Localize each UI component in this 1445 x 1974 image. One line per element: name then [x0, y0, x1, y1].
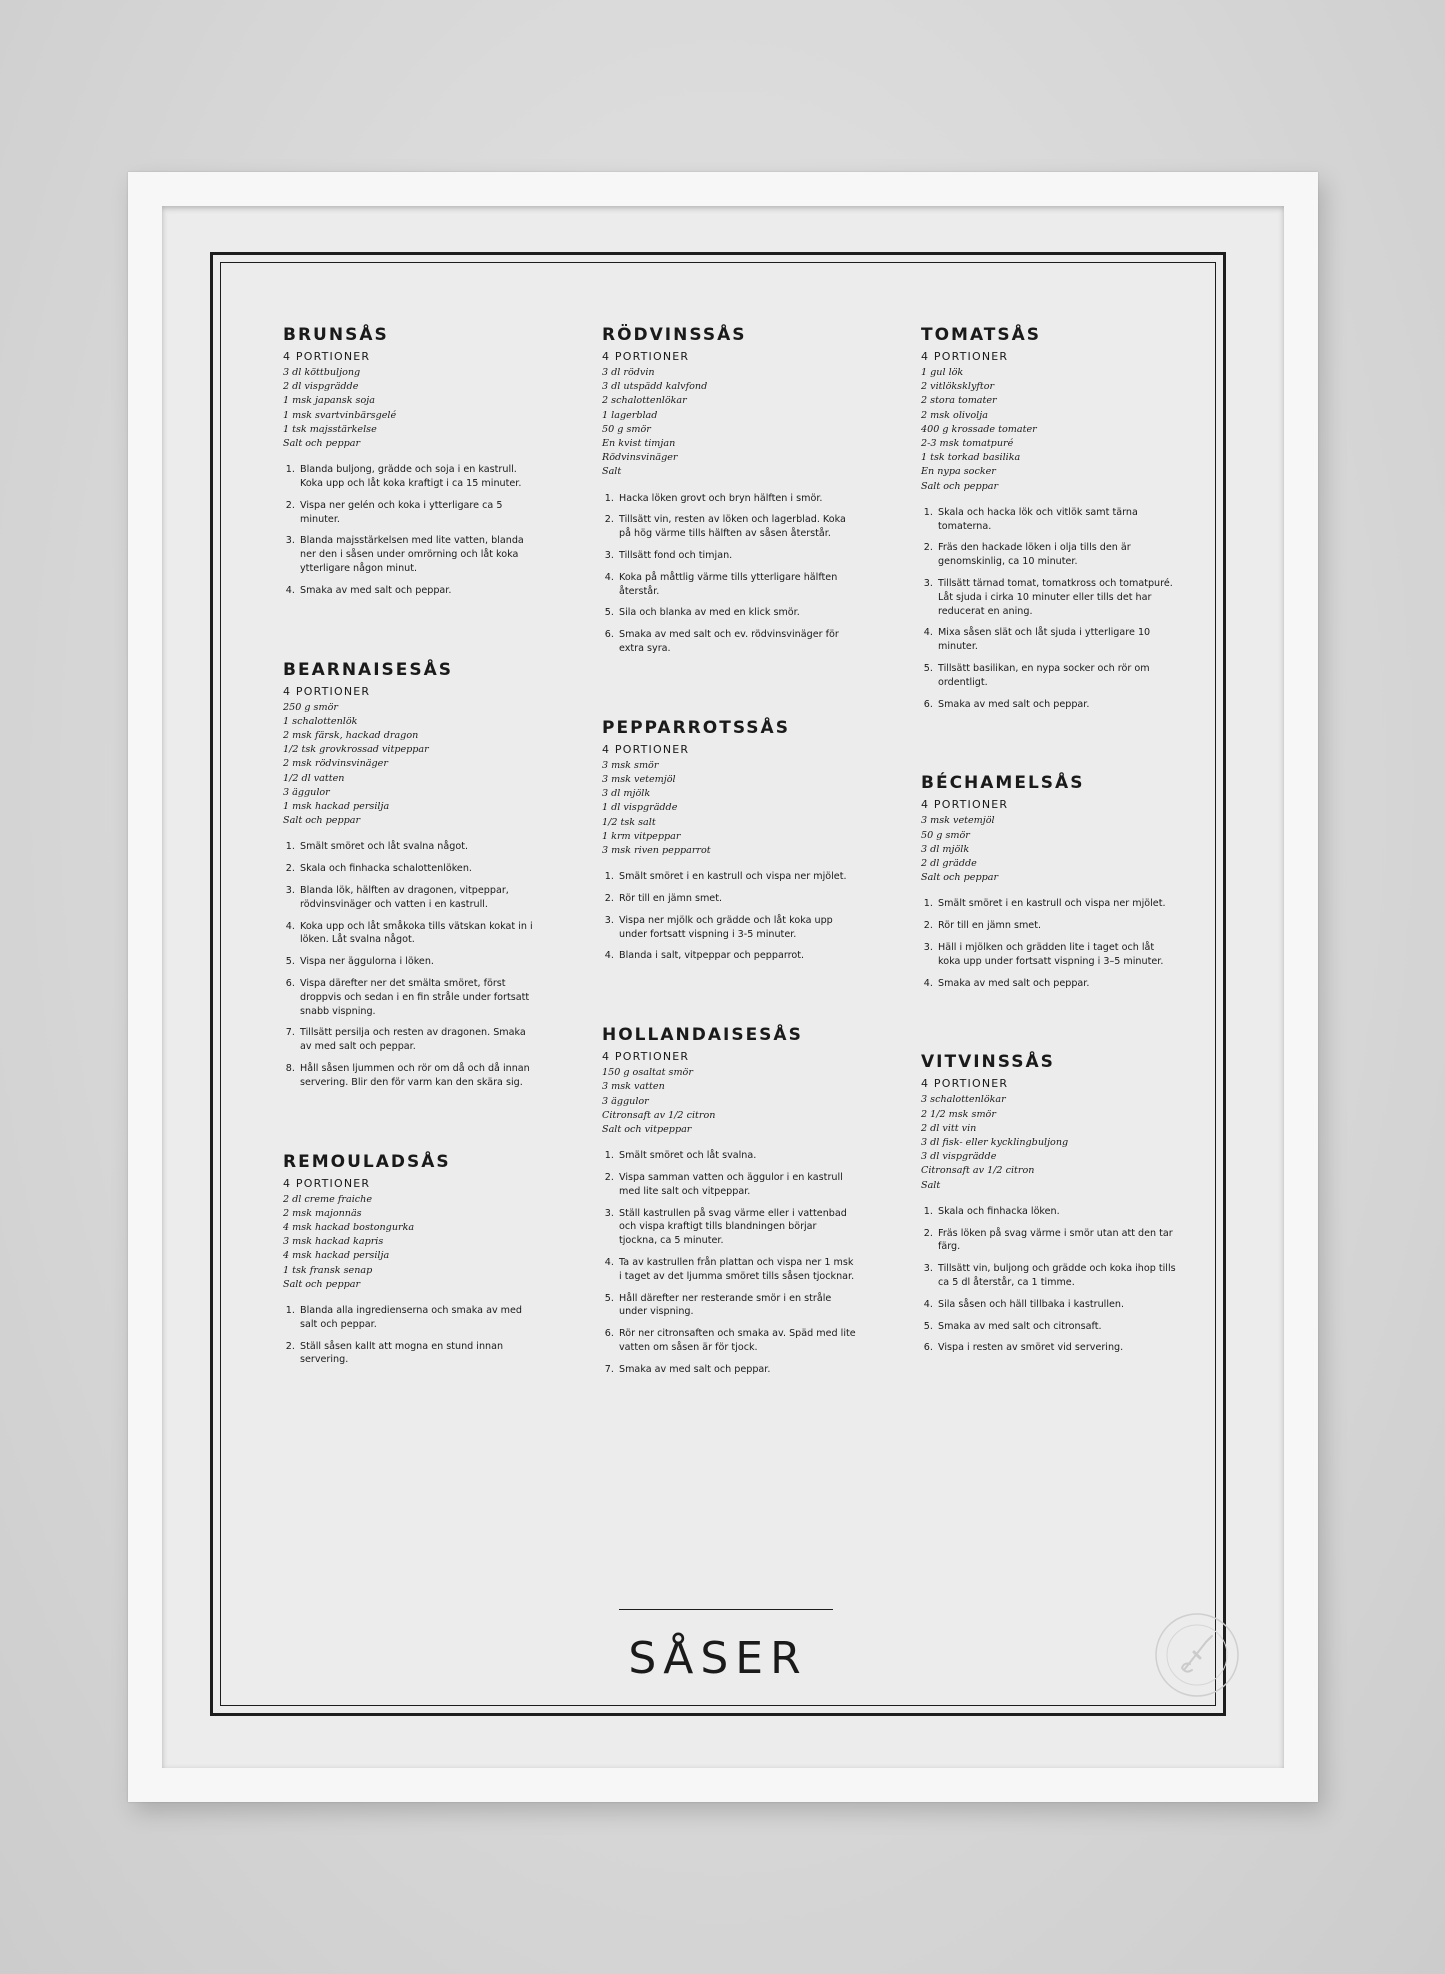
ingredient-item: 3 dl mjölk	[602, 788, 651, 800]
instruction-list	[283, 1304, 538, 1367]
ingredient-list	[283, 366, 538, 451]
instruction-step: 1. Skala och hacka lök och vitlök samt tärna tomaterna.	[936, 506, 1176, 534]
instruction-step: 3. Häll i mjölken och grädden lite i taget och låt koka upp under fortsatt vispning i 3–5 minuter.	[936, 941, 1176, 969]
instruction-step: 5. Vispa ner äggulorna i löken.	[298, 955, 538, 969]
recipe-portions: 4 PORTIONER	[602, 1050, 690, 1064]
ingredient-item: 3 msk vetemjöl	[602, 774, 676, 785]
ingredient-item: 3 msk smör	[602, 759, 659, 771]
ingredient-item: 3 msk hackad kapris	[283, 1236, 384, 1248]
instruction-step: 4. Koka upp och låt småkoka tills vätskan kokat in i löken. Låt svalna något.	[298, 920, 538, 948]
instruction-step: 4. Blanda i salt, vitpeppar och pepparrot.	[617, 949, 857, 963]
instruction-step: 4. Mixa såsen slät och låt sjuda i ytterligare 10 minuter.	[936, 626, 1176, 654]
instruction-step: 1. Hacka löken grovt och bryn hälften i smör.	[617, 492, 857, 506]
instruction-step: 4. Smaka av med salt och peppar.	[298, 584, 538, 598]
recipe-title: RÖDVINSSÅS	[602, 325, 747, 345]
ingredient-item: 3 dl vispgrädde	[921, 1151, 997, 1163]
instruction-step: 5. Sila och blanka av med en klick smör.	[617, 606, 857, 620]
instruction-step: 1. Blanda buljong, grädde och soja i en kastrull. Koka upp och låt koka kraftigt i ca 15 minuter.	[298, 463, 538, 491]
ingredient-item: Salt och peppar	[921, 480, 999, 492]
recipe-portions: 4 PORTIONER	[921, 1077, 1009, 1091]
ingredient-item: 3 dl utspädd kalvfond	[602, 381, 708, 393]
ingredient-item: 3 dl fisk- eller kycklingbuljong	[921, 1137, 1069, 1148]
instruction-step: 5. Håll därefter ner resterande smör i en stråle under vispning.	[617, 1292, 857, 1320]
ingredient-list	[602, 759, 857, 858]
instruction-list	[283, 463, 538, 597]
instruction-list	[283, 840, 538, 1089]
ingredient-item: 2 1/2 msk smör	[921, 1108, 996, 1120]
recipe-block	[921, 325, 1176, 711]
recipe-title: PEPPARROTSSÅS	[602, 717, 790, 738]
recipe-portions: 4 PORTIONER	[921, 798, 1009, 812]
ingredient-item: 250 g smör	[283, 701, 338, 713]
instruction-step: 7. Smaka av med salt och peppar.	[617, 1363, 857, 1377]
ingredient-item: 2 dl creme fraiche	[283, 1193, 373, 1205]
ingredient-item: 3 msk vetemjöl	[921, 815, 995, 827]
instruction-list	[921, 1205, 1176, 1355]
ingredient-list	[921, 1093, 1176, 1192]
ingredient-item: Salt	[921, 1179, 941, 1191]
ingredient-list	[283, 701, 538, 829]
instruction-step: 2. Rör till en jämn smet.	[617, 892, 857, 906]
instruction-step: 6. Smaka av med salt och ev. rödvinsvinäger för extra syra.	[617, 628, 857, 656]
recipe-column-1	[283, 325, 538, 1429]
instruction-step: 6. Smaka av med salt och peppar.	[936, 698, 1176, 712]
ingredient-list	[283, 1193, 538, 1292]
ingredient-item: 2 stora tomater	[921, 395, 997, 407]
instruction-step: 4. Koka på måttlig värme tills ytterligare hälften återstår.	[617, 571, 857, 599]
instruction-step: 3. Ställ kastrullen på svag värme eller i vattenbad och vispa kraftigt tills blandningen börjar tjockna, ca 5 minuter.	[617, 1207, 857, 1248]
recipe-portions: 4 PORTIONER	[283, 1176, 371, 1190]
instruction-list	[602, 492, 857, 656]
ingredient-item: 3 äggulor	[283, 786, 330, 798]
ingredient-item: 1 tsk majsstärkelse	[283, 423, 377, 435]
recipe-block	[921, 1052, 1176, 1355]
instruction-step: 2. Ställ såsen kallt att mogna en stund innan servering.	[298, 1340, 538, 1368]
poster-border	[210, 252, 1226, 1716]
instruction-list	[921, 506, 1176, 712]
instruction-step: 3. Blanda majsstärkelsen med lite vatten, blanda ner den i såsen under omrörning och låt koka ytterligare någon minut.	[298, 534, 538, 575]
ingredient-item: 1 krm vitpeppar	[602, 830, 681, 842]
ingredient-item: 2 dl vispgrädde	[283, 381, 359, 393]
ingredient-item: 2 vitlöksklyftor	[921, 381, 995, 393]
ingredient-item: 50 g smör	[921, 829, 970, 841]
ingredient-item: Salt och peppar	[921, 872, 999, 884]
ingredient-item: 1 gul lök	[921, 367, 964, 378]
ingredient-item: 2 schalottenlökar	[602, 395, 687, 407]
ingredient-item: 1/2 dl vatten	[283, 772, 345, 784]
instruction-step: 2. Fräs den hackade löken i olja tills den är genomskinlig, ca 10 minuter.	[936, 541, 1176, 569]
instruction-step: 4. Sila såsen och häll tillbaka i kastrullen.	[936, 1298, 1176, 1312]
instruction-step: 1. Smält smöret och låt svalna.	[617, 1149, 857, 1163]
instruction-step: 3. Tillsätt fond och timjan.	[617, 549, 857, 563]
recipe-column-2	[602, 325, 857, 1439]
instruction-step: 2. Fräs löken på svag värme i smör utan att den tar färg.	[936, 1227, 1176, 1255]
instruction-step: 3. Vispa ner mjölk och grädde och låt koka upp under fortsatt vispning i 3-5 minuter.	[617, 914, 857, 942]
ingredient-item: 1 tsk fransk senap	[283, 1264, 373, 1276]
ingredient-list	[921, 366, 1176, 494]
ingredient-item: 1 lagerblad	[602, 409, 658, 421]
ingredient-item: Citronsaft av 1/2 citron	[602, 1109, 716, 1121]
instruction-list	[921, 897, 1176, 990]
recipe-block	[283, 325, 538, 598]
instruction-step: 1. Smält smöret i en kastrull och vispa ner mjölet.	[936, 897, 1176, 911]
recipe-block	[602, 325, 857, 656]
instruction-step: 4. Ta av kastrullen från plattan och vispa ner 1 msk i taget av det ljumma smöret tills såsen tjocknar.	[617, 1256, 857, 1284]
instruction-step: 7. Tillsätt persilja och resten av dragonen. Smaka av med salt och peppar.	[298, 1026, 538, 1054]
ingredient-item: 1/2 tsk grovkrossad vitpeppar	[283, 744, 429, 756]
instruction-step: 8. Håll såsen ljummen och rör om då och då innan servering. Blir den för varm kan den skära sig.	[298, 1062, 538, 1090]
instruction-step: 3. Blanda lök, hälften av dragonen, vitpeppar, rödvinsvinäger och vatten i en kastrull.	[298, 884, 538, 912]
ingredient-item: 4 msk hackad persilja	[283, 1250, 390, 1262]
poster	[162, 206, 1284, 1768]
ingredient-item: 1 msk hackad persilja	[283, 801, 390, 813]
ingredient-item: 400 g krossade tomater	[921, 423, 1037, 435]
instruction-step: 6. Vispa i resten av smöret vid servering.	[936, 1341, 1176, 1355]
instruction-step: 3. Tillsätt vin, buljong och grädde och koka ihop tills ca 5 dl återstår, ca 1 timme.	[936, 1262, 1176, 1290]
poster-title: SÅSER	[628, 1633, 808, 1684]
recipe-title: BRUNSÅS	[283, 325, 389, 345]
instruction-step: 2. Tillsätt vin, resten av löken och lagerblad. Koka på hög värme tills hälften av såsen återstår.	[617, 513, 857, 541]
ingredient-item: 2 msk färsk, hackad dragon	[283, 730, 419, 741]
emblem-seal-icon	[1154, 1612, 1240, 1698]
instruction-step: 1. Smält smöret och låt svalna något.	[298, 840, 538, 854]
ingredient-item: 3 dl mjölk	[921, 843, 970, 855]
instruction-step: 2. Skala och finhacka schalottenlöken.	[298, 862, 538, 876]
ingredient-list	[602, 1066, 857, 1137]
ingredient-item: Salt och peppar	[283, 815, 361, 827]
ingredient-item: Salt	[602, 466, 622, 478]
instruction-step: 2. Vispa samman vatten och äggulor i en kastrull med lite salt och vitpeppar.	[617, 1171, 857, 1199]
recipe-title: BEARNAISESÅS	[283, 659, 454, 680]
recipe-block	[283, 660, 538, 1090]
title-rule	[619, 1609, 833, 1610]
ingredient-item: En kvist timjan	[602, 438, 676, 450]
instruction-step: 2. Rör till en jämn smet.	[936, 919, 1176, 933]
ingredient-list	[602, 366, 857, 480]
ingredient-item: En nypa socker	[921, 466, 996, 478]
ingredient-item: Salt och peppar	[283, 1278, 361, 1290]
recipe-portions: 4 PORTIONER	[283, 684, 371, 698]
instruction-step: 5. Tillsätt basilikan, en nypa socker och rör om ordentligt.	[936, 662, 1176, 690]
ingredient-item: 3 äggulor	[602, 1095, 649, 1107]
ingredient-item: Citronsaft av 1/2 citron	[921, 1165, 1035, 1177]
ingredient-item: Rödvinsvinäger	[602, 452, 678, 464]
recipe-portions: 4 PORTIONER	[602, 350, 690, 363]
ingredient-item: 3 schalottenlökar	[921, 1094, 1006, 1106]
instruction-list	[602, 1149, 857, 1376]
recipe-portions: 4 PORTIONER	[921, 350, 1009, 363]
recipe-portions: 4 PORTIONER	[602, 742, 690, 756]
ingredient-item: 3 msk riven pepparrot	[602, 845, 711, 857]
ingredient-item: 1 dl vispgrädde	[602, 802, 678, 814]
recipe-block	[602, 1025, 857, 1376]
instruction-step: 1. Skala och finhacka löken.	[936, 1205, 1176, 1219]
recipe-title: TOMATSÅS	[921, 325, 1042, 345]
ingredient-item: 150 g osaltat smör	[602, 1067, 693, 1079]
ingredient-item: 3 msk vatten	[602, 1081, 665, 1093]
ingredient-list	[921, 814, 1176, 885]
ingredient-item: 2 msk majonnäs	[283, 1207, 362, 1219]
instruction-step: 3. Tillsätt tärnad tomat, tomatkross och tomatpuré. Låt sjuda i cirka 10 minuter eller tills det har reducerat en aning.	[936, 577, 1176, 618]
instruction-step: 5. Smaka av med salt och citronsaft.	[936, 1320, 1176, 1334]
ingredient-item: 1/2 tsk salt	[602, 816, 656, 828]
ingredient-item: 2 dl vitt vin	[921, 1122, 977, 1134]
recipe-column-3	[921, 325, 1176, 1417]
ingredient-item: 3 dl rödvin	[602, 367, 655, 378]
recipe-title: BÉCHAMELSÅS	[921, 773, 1085, 794]
recipe-title: REMOULADSÅS	[283, 1151, 451, 1172]
instruction-step: 6. Vispa därefter ner det smälta smöret, först droppvis och sedan i en fin stråle under fortsatt snabb vispning.	[298, 977, 538, 1018]
recipe-title: VITVINSSÅS	[921, 1052, 1055, 1073]
ingredient-item: 1 schalottenlök	[283, 715, 358, 727]
ingredient-item: 2 dl grädde	[921, 858, 977, 869]
ingredient-item: 2 msk rödvinsvinäger	[283, 758, 388, 770]
ingredient-item: 4 msk hackad bostongurka	[283, 1221, 415, 1233]
ingredient-item: 50 g smör	[602, 423, 651, 435]
recipe-block	[602, 718, 857, 963]
instruction-step: 6. Rör ner citronsaften och smaka av. Späd med lite vatten om såsen är för tjock.	[617, 1327, 857, 1355]
instruction-step: 1. Smält smöret i en kastrull och vispa ner mjölet.	[617, 870, 857, 884]
instruction-step: 1. Blanda alla ingredienserna och smaka av med salt och peppar.	[298, 1304, 538, 1332]
instruction-step: 2. Vispa ner gelén och koka i ytterligare ca 5 minuter.	[298, 499, 538, 527]
recipe-block	[283, 1152, 538, 1368]
ingredient-item: 3 dl köttbuljong	[283, 367, 361, 378]
ingredient-item: 1 msk svartvinbärsgelé	[283, 409, 397, 421]
ingredient-item: 1 msk japansk soja	[283, 395, 375, 407]
recipe-title: HOLLANDAISESÅS	[602, 1025, 803, 1046]
recipe-portions: 4 PORTIONER	[283, 350, 371, 363]
picture-frame	[128, 172, 1318, 1802]
ingredient-item: 2-3 msk tomatpuré	[921, 438, 1014, 450]
instruction-step: 4. Smaka av med salt och peppar.	[936, 977, 1176, 991]
ingredient-item: 2 msk olivolja	[921, 409, 988, 421]
ingredient-item: Salt och peppar	[283, 438, 361, 450]
ingredient-item: 1 tsk torkad basilika	[921, 452, 1021, 464]
recipe-block	[921, 773, 1176, 990]
ingredient-item: Salt och vitpeppar	[602, 1124, 692, 1136]
instruction-list	[602, 870, 857, 963]
